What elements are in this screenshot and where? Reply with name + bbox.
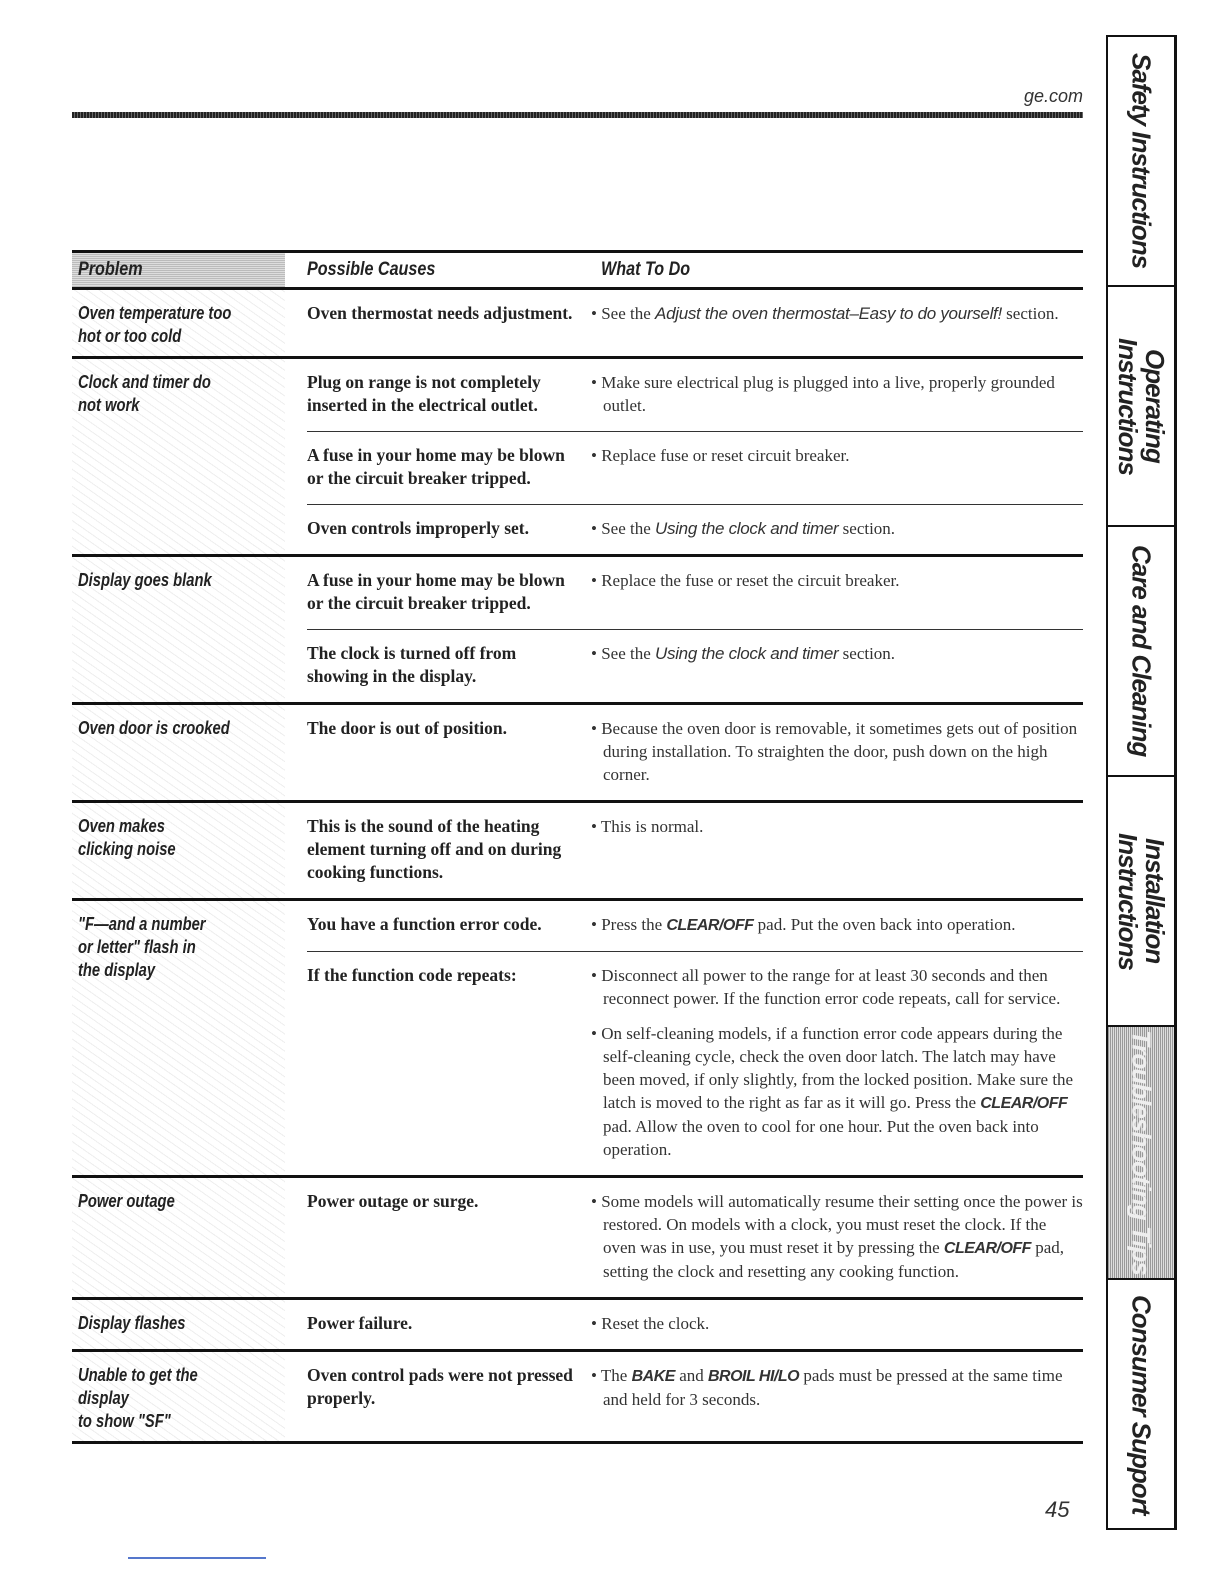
action-text: Disconnect all power to the range for at least 30 seconds and then reconnect power. If the function error code repeats, call for service. xyxy=(601,966,1061,1008)
action-item xyxy=(589,569,1083,592)
problem-cell xyxy=(72,1300,285,1349)
cause-row xyxy=(307,1178,1083,1297)
cause-row xyxy=(307,705,1083,800)
bullet-icon: • xyxy=(591,446,602,465)
causes-group xyxy=(307,803,1083,898)
cause-text: Plug on range is not completely inserted in the electrical outlet. xyxy=(307,372,541,415)
cause-row xyxy=(307,290,1083,339)
bullet-icon: • xyxy=(591,1366,601,1385)
action-text: Replace the fuse or reset the circuit breaker. xyxy=(601,571,900,590)
action-text: Some models will automatically resume their setting once the power is restored. On models with a clock, you must reset the clock. If the oven was in use, you must reset it by pressing the xyxy=(601,1192,1083,1257)
problem-text: Display flashes xyxy=(78,1313,186,1333)
action-text: Reset the clock. xyxy=(601,1314,710,1333)
bullet-icon: • xyxy=(591,719,602,738)
side-tab-label: Troubleshooting Tips xyxy=(1126,1030,1157,1275)
action-text: pad. Allow the oven to cool for one hour. Put the oven back into operation. xyxy=(603,1117,1039,1159)
cause-row xyxy=(307,431,1083,504)
action-text: Using the clock and timer xyxy=(655,519,839,538)
pad-name: BAKE xyxy=(631,1368,675,1385)
header-rule xyxy=(72,112,1083,118)
cause-text: A fuse in your home may be blown or the circuit breaker tripped. xyxy=(307,445,565,488)
action-text: section. xyxy=(838,644,896,663)
table-row xyxy=(72,1178,1083,1300)
side-tab-label: Consumer Support xyxy=(1126,1294,1157,1515)
troubleshooting-table xyxy=(72,250,1083,1444)
table-row xyxy=(72,290,1083,359)
cause-text: Oven controls improperly set. xyxy=(307,518,529,538)
action-item xyxy=(589,444,1083,467)
table-row xyxy=(72,705,1083,803)
problem-cell xyxy=(72,705,285,800)
causes-group xyxy=(307,1178,1083,1297)
action-text: On self-cleaning models, if a function error code appears during the self-cleaning cycle, check the oven door latch. The latch may have been moved, if only slightly, from the locked position. Make sure the latch is moved to the right as far as it will go. Press the xyxy=(601,1024,1074,1112)
cause-text: You have a function error code. xyxy=(307,914,542,934)
actions xyxy=(589,717,1083,786)
problem-text: Clock and timer do not work xyxy=(78,372,211,415)
action-item xyxy=(589,302,1083,325)
bullet-icon: • xyxy=(591,519,602,538)
bullet-icon: • xyxy=(591,1024,602,1043)
table-row xyxy=(72,1300,1083,1352)
side-tab-operating-instructions[interactable] xyxy=(1108,287,1174,527)
cause-text: This is the sound of the heating element turning off and on during cooking functions. xyxy=(307,816,562,882)
action-text: See the xyxy=(601,644,656,663)
action-text: See the xyxy=(601,304,656,323)
bullet-icon: • xyxy=(591,817,601,836)
action-text: Because the oven door is removable, it sometimes gets out of position during installation. To straighten the door, push down on the high corner. xyxy=(601,719,1078,784)
actions xyxy=(589,913,1083,937)
cause-text: A fuse in your home may be blown or the circuit breaker tripped. xyxy=(307,570,565,613)
actions xyxy=(589,1190,1083,1283)
actions xyxy=(589,569,1083,615)
action-item xyxy=(589,717,1083,786)
table-row xyxy=(72,901,1083,1178)
bullet-icon: • xyxy=(591,571,602,590)
action-text: pad. Put the oven back into operation. xyxy=(753,915,1016,934)
action-text: This is normal. xyxy=(600,817,704,836)
action-item xyxy=(589,371,1083,417)
causes-group xyxy=(307,359,1083,554)
actions xyxy=(589,371,1083,417)
cause-text: If the function code repeats: xyxy=(307,965,517,985)
cause-text: Oven control pads were not pressed properly. xyxy=(307,1365,573,1408)
causes-group xyxy=(307,901,1083,1175)
column-header-problem xyxy=(72,253,285,287)
actions xyxy=(589,1364,1083,1411)
problem-text: Oven temperature too hot or too cold xyxy=(78,303,232,346)
action-item xyxy=(589,913,1083,937)
actions xyxy=(589,444,1083,490)
problem-cell xyxy=(72,290,285,356)
actions xyxy=(589,642,1083,688)
bullet-icon: • xyxy=(591,1314,602,1333)
problem-text: Display goes blank xyxy=(78,570,212,590)
causes-group xyxy=(307,1352,1083,1441)
column-label: Possible Causes xyxy=(307,259,436,280)
bullet-icon: • xyxy=(591,966,602,985)
action-text: See the xyxy=(601,519,656,538)
side-tab-label: Care and Cleaning xyxy=(1126,545,1157,757)
action-text: Adjust the oven thermostat–Easy to do yourself! xyxy=(655,304,1002,323)
table-row xyxy=(72,1352,1083,1444)
section-tabs xyxy=(1106,35,1177,1530)
problem-text: Power outage xyxy=(78,1191,175,1211)
side-tab-label: Installation Instructions xyxy=(1113,832,1170,970)
actions xyxy=(589,964,1083,1161)
cause-row xyxy=(307,803,1083,898)
problem-text: Oven door is crooked xyxy=(78,718,230,738)
problem-cell xyxy=(72,803,285,898)
problem-text: "F—and a number or letter" flash in the display xyxy=(78,914,206,980)
cause-text: Oven thermostat needs adjustment. xyxy=(307,303,573,323)
causes-group xyxy=(307,1300,1083,1349)
cause-row xyxy=(307,901,1083,951)
action-item xyxy=(589,1190,1083,1283)
column-label: Problem xyxy=(78,259,143,280)
problem-text: Oven makes clicking noise xyxy=(78,816,176,859)
cause-text: Power failure. xyxy=(307,1313,413,1333)
table-row xyxy=(72,359,1083,557)
actions xyxy=(589,517,1083,540)
table-row xyxy=(72,803,1083,901)
action-text: section. xyxy=(838,519,896,538)
cause-row xyxy=(307,951,1083,1175)
cause-row xyxy=(307,1352,1083,1425)
table-header xyxy=(72,250,1083,290)
bullet-icon: • xyxy=(591,1192,602,1211)
side-tab-care-and-cleaning[interactable] xyxy=(1108,527,1174,777)
pad-name: BROIL HI/LO xyxy=(707,1368,800,1385)
action-item xyxy=(589,642,1083,665)
link-underline xyxy=(128,1557,266,1559)
page-number: 45 xyxy=(1045,1497,1070,1522)
action-text: and xyxy=(674,1366,708,1385)
problem-text: Unable to get the display to show "SF" xyxy=(78,1365,198,1431)
bullet-icon: • xyxy=(591,304,602,323)
action-text: Make sure electrical plug is plugged into a live, properly grounded outlet. xyxy=(601,373,1055,415)
problem-cell xyxy=(72,901,285,1175)
side-tab-installation-instructions[interactable] xyxy=(1108,777,1174,1027)
cause-row xyxy=(307,504,1083,554)
action-item xyxy=(589,1022,1083,1161)
action-item xyxy=(589,815,1083,838)
action-text: Replace fuse or reset circuit breaker. xyxy=(601,446,850,465)
actions xyxy=(589,815,1083,884)
column-label: What To Do xyxy=(601,259,691,280)
action-text: Using the clock and timer xyxy=(655,644,839,663)
cause-text: Power outage or surge. xyxy=(307,1191,479,1211)
action-text: section. xyxy=(1001,304,1059,323)
pad-name: CLEAR/OFF xyxy=(980,1095,1068,1112)
problem-cell xyxy=(72,359,285,554)
side-tab-troubleshooting-tips[interactable] xyxy=(1108,1027,1174,1280)
side-tab-consumer-support[interactable] xyxy=(1108,1280,1174,1529)
side-tab-label: Safety Instructions xyxy=(1126,53,1157,269)
problem-cell xyxy=(72,557,285,702)
action-text: pads must be pressed at the same time and held for 3 seconds. xyxy=(603,1366,1063,1409)
cause-row xyxy=(307,629,1083,702)
side-tab-safety-instructions[interactable] xyxy=(1108,37,1174,287)
site-url: ge.com xyxy=(1023,86,1083,106)
side-tab-label: Operating Instructions xyxy=(1113,337,1170,475)
pad-name: CLEAR/OFF xyxy=(666,917,754,934)
causes-group xyxy=(307,290,1083,356)
problem-cell xyxy=(72,1352,285,1441)
bullet-icon: • xyxy=(591,373,602,392)
action-item xyxy=(589,517,1083,540)
cause-row xyxy=(307,557,1083,629)
actions xyxy=(589,302,1083,325)
action-item xyxy=(589,1364,1083,1411)
causes-group xyxy=(307,705,1083,800)
bullet-icon: • xyxy=(591,644,602,663)
column-header-what-to-do xyxy=(601,259,706,281)
table-row xyxy=(72,557,1083,705)
pad-name: CLEAR/OFF xyxy=(943,1240,1031,1257)
cause-row xyxy=(307,1300,1083,1349)
cause-row xyxy=(307,359,1083,431)
causes-group xyxy=(307,557,1083,702)
bullet-icon: • xyxy=(591,915,602,934)
action-text: Press the xyxy=(601,915,667,934)
action-text: pad, setting the clock and resetting any cooking function. xyxy=(603,1238,1064,1281)
cause-text: The door is out of position. xyxy=(307,718,507,738)
action-item xyxy=(589,1312,1083,1335)
action-item xyxy=(589,964,1083,1010)
column-header-causes xyxy=(307,259,577,281)
actions xyxy=(589,1312,1083,1335)
cause-text: The clock is turned off from showing in the display. xyxy=(307,643,517,686)
problem-cell xyxy=(72,1178,285,1297)
action-text: The xyxy=(600,1366,632,1385)
